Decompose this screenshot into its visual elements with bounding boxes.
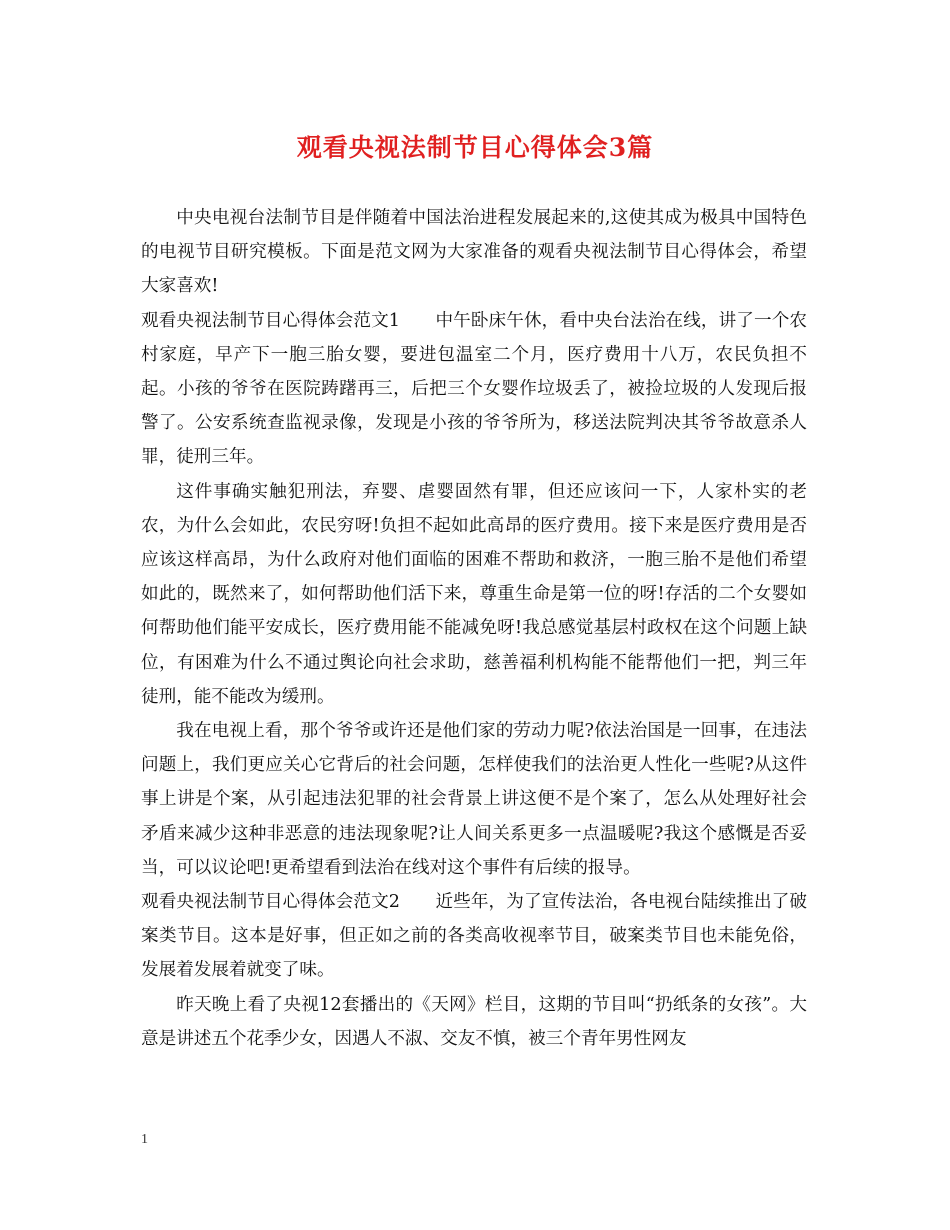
page-number: 1 xyxy=(141,1132,148,1147)
paragraph-sample-1-body-b: 我在电视上看，那个爷爷或许还是他们家的劳动力呢?依法治国是一回事，在违法问题上，我们更应关心它背后的社会问题，怎样使我们的法治更人性化一些呢?从这件事上讲是个案，从引起违法犯罪的社会背景上讲这便不是个案了，怎么从处理好社会矛盾来减少这种非恶意的违法现象呢?让人间关系更多一点温暖呢?我这个感慨是否妥当，可以议论吧!更希望看到法治在线对这个事件有后续的报导。 xyxy=(141,721,807,878)
document-title: 观看央视法制节目心得体会3篇 xyxy=(296,133,654,162)
paragraph-sample-2-heading: 观看央视法制节目心得体会范文2 近些年，为了宣传法治，各电视台陆续推出了破案类节目。这本是好事，但正如之前的各类高收视率节目，破案类节目也未能免俗，发展着发展着就变了味。 xyxy=(141,892,807,981)
paragraph-sample-1-heading: 观看央视法制节目心得体会范文1 中午卧床午休，看中央台法治在线，讲了一个农村家庭，早产下一胞三胎女婴，要进包温室二个月，医疗费用十八万，农民负担不起。小孩的爷爷在医院踌躇再三，后把三个女婴作垃圾丢了，被捡垃圾的人发现后报警了。公安系统查监视录像，发现是小孩的爷爷所为，移送法院判决其爷爷故意杀人罪，徒刑三年。 xyxy=(141,310,807,468)
paragraph-intro: 中央电视台法制节目是伴随着中国法治进程发展起来的,这使其成为极具中国特色的电视节目研究模板。下面是范文网为大家准备的观看央视法制节目心得体会，希望大家喜欢! xyxy=(141,208,807,297)
paragraph-sample-2-body: 昨天晚上看了央视12套播出的《天网》栏目，这期的节目叫“扔纸条的女孩”。大意是讲述五个花季少女，因遇人不淑、交友不慎，被三个青年男性网友 xyxy=(141,994,807,1049)
document-body xyxy=(141,201,807,1056)
paragraph-sample-1-body-a: 这件事确实触犯刑法，弃婴、虐婴固然有罪，但还应该问一下，人家朴实的老农，为什么会如此，农民穷呀!负担不起如此高昂的医疗费用。接下来是医疗费用是否应该这样高昂，为什么政府对他们面临的困难不帮助和救济，一胞三胎不是他们希望如此的，既然来了，如何帮助他们活下来，尊重生命是第一位的呀!存活的二个女婴如何帮助他们能平安成长，医疗费用能不能减免呀!我总感觉基层村政权在这个问题上缺位，有困难为什么不通过舆论向社会求助，慈善福利机构能不能帮他们一把，判三年徒刑，能不能改为缓刑。 xyxy=(141,481,807,707)
